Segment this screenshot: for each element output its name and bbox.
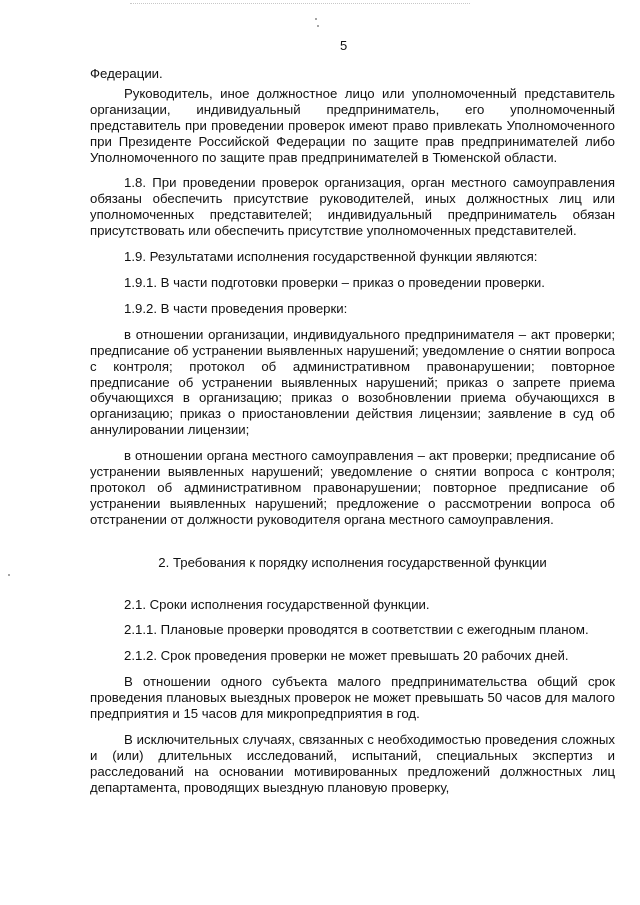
paragraph: 1.9. Результатами исполнения государственной функции являются: [124,249,538,265]
paragraph: В отношении одного субъекта малого предпринимательства общий срок проведения плановых выездных проверок не может превышать 50 часов для малого предприятия и 15 часов для микропредприятия в год. [90,674,615,722]
scan-artifact [130,3,470,7]
paragraph: 1.9.2. В части проведения проверки: [124,300,348,316]
scan-dot [8,574,10,576]
document-body [90,66,615,803]
paragraph: 1.8. При проведении проверок организация, орган местного самоуправления обязаны обеспечить присутствие руководителей, иных должностных лиц или уполномоченных представителей; индивидуальный предприниматель обязан присутствовать или обеспечить присутствие уполномоченных представителей. [90,175,615,239]
paragraph: в отношении организации, индивидуального предпринимателя – акт проверки; предписание об устранении выявленных нарушений; уведомление о снятии вопроса с контроля; протокол об административном правонарушении; повторное предписание об устранении выявленных нарушений; приказ о запрете приема обучающихся в организацию; приказ о возобновлении приема обучающихся в организацию; приказ о приостановлении действия лицензии; заявление в суд об аннулировании лицензии; [90,326,615,438]
paragraph: 2.1. Сроки исполнения государственной функции. [124,596,430,612]
section-heading: 2. Требования к порядку исполнения государственной функции [158,554,547,570]
paragraph: Руководитель, иное должностное лицо или уполномоченный представитель организации, индивидуальный предприниматель, его уполномоченный представитель при проведении проверок имеют право привлекать Уполномоченного при Президенте Российской Федерации по защите прав предпринимателей либо Уполномоченного по защите прав предпринимателей в Тюменской области. [90,85,615,165]
paragraph: Федерации. [90,66,163,81]
page-number: 5 [340,38,348,53]
paragraph: В исключительных случаях, связанных с необходимостью проведения сложных и (или) длительных исследований, испытаний, специальных экспертиз и расследований на основании мотивированных предложений должностных лиц департамента, проводящих выездную плановую проверку, [90,732,615,795]
scan-dot [317,25,319,27]
paragraph: в отношении органа местного самоуправления – акт проверки; предписание об устранении выявленных нарушений; уведомление о снятии вопроса с контроля; протокол об административном правонарушении; повторное предписание об устранении выявленных нарушений; предложение о рассмотрении вопроса об отстранении от должности руководителя органа местного самоуправления. [90,448,615,527]
paragraph: 2.1.2. Срок проведения проверки не может превышать 20 рабочих дней. [124,648,569,664]
paragraph: 1.9.1. В части подготовки проверки – приказ о проведении проверки. [124,274,545,290]
paragraph: 2.1.1. Плановые проверки проводятся в соответствии с ежегодным планом. [124,622,589,638]
scan-dot [315,18,317,20]
